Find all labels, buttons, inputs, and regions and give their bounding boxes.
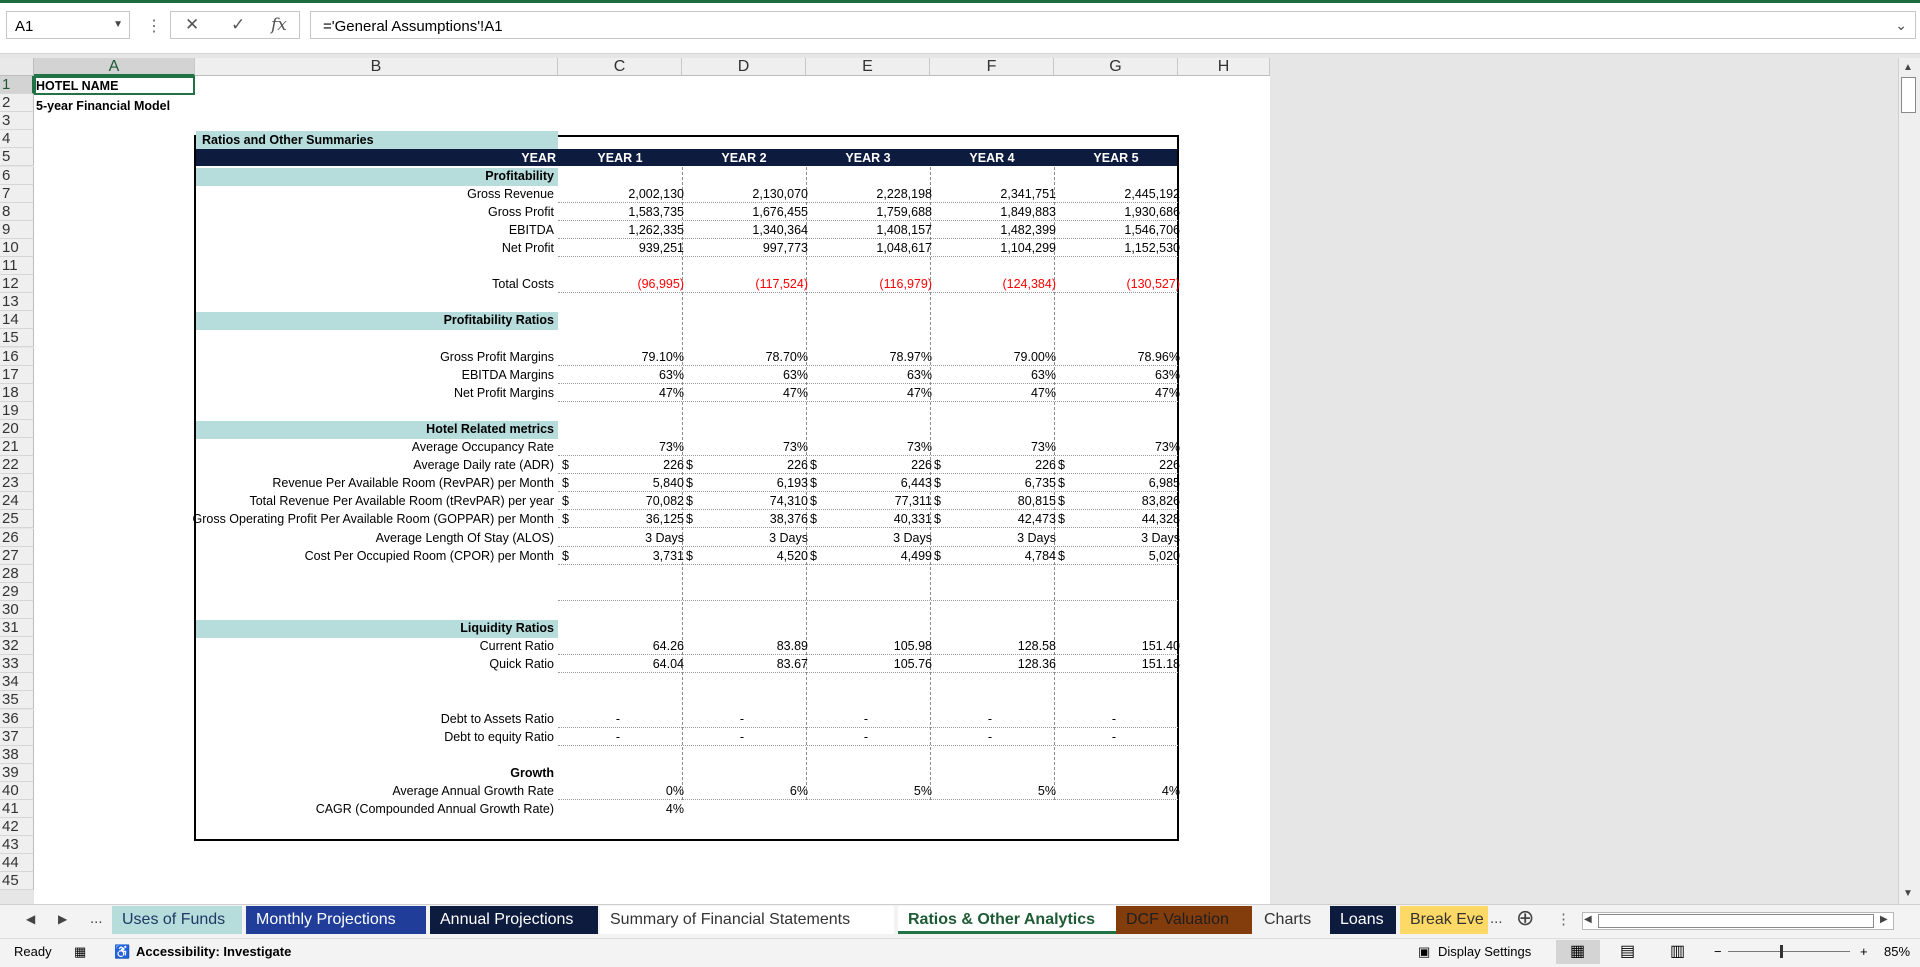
- value-cell: 79.00%: [1013, 349, 1056, 364]
- page-break-icon[interactable]: ▥: [1670, 943, 1686, 960]
- insert-function-icon[interactable]: fx: [271, 15, 287, 35]
- value-cell: 1,340,364: [752, 222, 808, 237]
- row-header[interactable]: 20: [0, 420, 34, 438]
- currency-symbol: $: [686, 476, 693, 491]
- value-cell: 0%: [665, 783, 684, 798]
- growth-heading: Growth: [510, 765, 554, 780]
- tab-more-right[interactable]: ...: [1490, 910, 1503, 927]
- macro-record-icon[interactable]: ▦: [74, 944, 87, 959]
- expand-formula-icon[interactable]: ⌄: [1895, 17, 1907, 33]
- value-cell: 2,228,198: [876, 186, 932, 201]
- value-cell: 64.04: [652, 657, 684, 672]
- row-label-trevpar: Total Revenue Per Available Room (tRevPAR) per year: [249, 494, 554, 509]
- value-cell: 105.76: [893, 657, 932, 672]
- value-cell: 939,251: [638, 240, 684, 255]
- row-header[interactable]: 28: [0, 565, 34, 583]
- row-separator: [558, 509, 1178, 510]
- value-cell: 5,020: [1148, 548, 1180, 563]
- currency-symbol: $: [934, 548, 941, 563]
- row-header[interactable]: 42: [0, 818, 34, 836]
- row-separator: [558, 727, 1178, 728]
- year-header-cell: YEAR 1: [597, 151, 643, 166]
- value-cell: -: [739, 711, 744, 726]
- row-label-revpar: Revenue Per Available Room (RevPAR) per Month: [272, 476, 554, 491]
- value-cell: 2,341,751: [1000, 186, 1056, 201]
- row-header[interactable]: 14: [0, 311, 34, 329]
- row-label-goppar: Gross Operating Profit Per Available Room (GOPPAR) per Month: [192, 512, 554, 527]
- value-cell: (116,979): [879, 277, 932, 292]
- tab-uses-of-funds[interactable]: Uses of Funds: [112, 906, 242, 934]
- row-separator: [558, 799, 1178, 800]
- value-cell: 1,930,686: [1124, 204, 1180, 219]
- value-cell: 63%: [782, 367, 808, 382]
- value-cell: 83.67: [776, 657, 808, 672]
- tab-options-icon[interactable]: ⋮: [1556, 911, 1571, 928]
- value-cell: 1,152,530: [1124, 240, 1180, 255]
- profitability-ratios-heading: Profitability Ratios: [443, 313, 554, 328]
- hotel-name: HOTEL NAME: [36, 79, 119, 93]
- row-header[interactable]: 45: [0, 872, 34, 890]
- row-separator: [558, 365, 1178, 366]
- value-cell: 997,773: [762, 240, 808, 255]
- value-cell: -: [1111, 729, 1116, 744]
- page-layout-icon[interactable]: ▤: [1620, 943, 1636, 960]
- row-label-ebitdam: EBITDA Margins: [461, 367, 554, 382]
- value-cell: -: [739, 729, 744, 744]
- row-header[interactable]: 13: [0, 293, 34, 311]
- value-cell: 83.89: [776, 639, 808, 654]
- row-separator: [558, 600, 1178, 601]
- row-header[interactable]: 2: [0, 94, 34, 112]
- formula-text: ='General Assumptions'!A1: [323, 18, 503, 35]
- row-header[interactable]: 33: [0, 655, 34, 673]
- value-cell: 47%: [1030, 385, 1056, 400]
- row-header[interactable]: 5: [0, 148, 34, 166]
- currency-symbol: $: [562, 512, 569, 527]
- row-label-cagr: CAGR (Compounded Annual Growth Rate): [315, 802, 554, 816]
- row-header[interactable]: 35: [0, 691, 34, 709]
- zoom-in-button[interactable]: +: [1860, 944, 1868, 959]
- value-cell: 44,328: [1141, 512, 1180, 527]
- value-cell: 3 Days: [1141, 530, 1180, 545]
- value-cell: (117,524): [755, 277, 808, 292]
- value-cell: 105.98: [893, 639, 932, 654]
- row-label-total-costs: Total Costs: [492, 277, 554, 292]
- column-header[interactable]: G: [1054, 58, 1178, 76]
- value-cell: 4%: [1161, 783, 1180, 798]
- column-header[interactable]: D: [682, 58, 806, 76]
- value-cell: 1,048,617: [876, 240, 932, 255]
- row-label-gross-profit: Gross Profit: [488, 204, 554, 219]
- table-title: Ratios and Other Summaries: [202, 133, 374, 148]
- row-separator: [558, 564, 1178, 565]
- value-cell: 4%: [665, 802, 684, 816]
- normal-view-icon: ▦: [1570, 943, 1586, 960]
- value-cell: 74,310: [769, 494, 808, 509]
- row-header[interactable]: 24: [0, 492, 34, 510]
- row-label-adr: Average Daily rate (ADR): [413, 458, 554, 473]
- value-cell: 226: [911, 458, 932, 473]
- display-settings[interactable]: Display Settings: [1438, 944, 1532, 959]
- row-header[interactable]: 16: [0, 348, 34, 366]
- currency-symbol: $: [934, 476, 941, 491]
- currency-symbol: $: [1058, 458, 1065, 473]
- row-header[interactable]: 38: [0, 746, 34, 764]
- value-cell: 6,735: [1024, 476, 1056, 491]
- value-cell: -: [863, 729, 868, 744]
- row-separator: [558, 527, 1178, 528]
- row-separator: [558, 654, 1178, 655]
- value-cell: 64.26: [652, 639, 684, 654]
- value-cell: 3 Days: [893, 530, 932, 545]
- currency-symbol: $: [934, 512, 941, 527]
- column-header[interactable]: F: [930, 58, 1054, 76]
- scroll-left-icon[interactable]: ◀: [1584, 914, 1592, 925]
- column-header[interactable]: C: [558, 58, 682, 76]
- currency-symbol: $: [562, 476, 569, 491]
- currency-symbol: $: [686, 494, 693, 509]
- value-cell: -: [615, 711, 620, 726]
- value-cell: 226: [787, 458, 808, 473]
- row-separator: [558, 473, 1178, 474]
- row-header[interactable]: 23: [0, 474, 34, 492]
- select-all-corner[interactable]: [0, 58, 34, 76]
- tab-summary-of-financial-statements[interactable]: Summary of Financial Statements: [600, 906, 894, 934]
- currency-symbol: $: [562, 548, 569, 563]
- value-cell: -: [863, 711, 868, 726]
- value-cell: 63%: [1030, 367, 1056, 382]
- row-header[interactable]: 3: [0, 112, 34, 130]
- value-cell: 226: [1035, 458, 1056, 473]
- name-box-value: A1: [15, 18, 34, 35]
- row-label-ebitda: EBITDA: [508, 222, 554, 237]
- currency-symbol: $: [810, 548, 817, 563]
- status-ready: Ready: [14, 944, 52, 959]
- horizontal-scroll-thumb[interactable]: [1598, 914, 1874, 928]
- new-sheet-icon[interactable]: ⊕: [1516, 905, 1535, 930]
- row-label-occ: Average Occupancy Rate: [411, 440, 554, 454]
- scroll-down-icon[interactable]: ▼: [1903, 888, 1913, 899]
- currency-symbol: $: [810, 458, 817, 473]
- value-cell: 40,331: [893, 512, 932, 527]
- row-header[interactable]: 1: [0, 76, 34, 94]
- row-header[interactable]: 21: [0, 438, 34, 456]
- value-cell: 1,262,335: [628, 222, 684, 237]
- formula-input[interactable]: [310, 11, 1916, 39]
- value-cell: 73%: [1154, 440, 1180, 454]
- row-label-debt-equity: Debt to equity Ratio: [444, 729, 554, 744]
- more-options-icon[interactable]: ⋮: [146, 18, 162, 35]
- tab-dcf-valuation[interactable]: DCF Valuation: [1116, 906, 1252, 934]
- currency-symbol: $: [562, 458, 569, 473]
- currency-symbol: $: [686, 512, 693, 527]
- currency-symbol: $: [810, 494, 817, 509]
- row-header[interactable]: 39: [0, 764, 34, 782]
- row-label-npm: Net Profit Margins: [453, 385, 554, 400]
- row-header[interactable]: 9: [0, 221, 34, 239]
- zoom-slider[interactable]: [1728, 951, 1850, 952]
- tab-loans[interactable]: Loans: [1330, 906, 1396, 934]
- row-header[interactable]: 26: [0, 529, 34, 547]
- value-cell: 3,731: [652, 548, 684, 563]
- column-header[interactable]: E: [806, 58, 930, 76]
- value-cell: 63%: [1154, 367, 1180, 382]
- row-label-current-ratio: Current Ratio: [479, 639, 554, 654]
- row-header[interactable]: 27: [0, 547, 34, 565]
- value-cell: 3 Days: [1017, 530, 1056, 545]
- row-header[interactable]: 34: [0, 673, 34, 691]
- row-separator: [558, 238, 1178, 239]
- value-cell: 1,759,688: [876, 204, 932, 219]
- scroll-right-icon[interactable]: ▶: [1880, 914, 1888, 925]
- value-cell: 4,784: [1024, 548, 1056, 563]
- row-header[interactable]: 7: [0, 185, 34, 203]
- value-cell: 78.97%: [889, 349, 932, 364]
- row-header[interactable]: 30: [0, 601, 34, 619]
- row-header[interactable]: 8: [0, 203, 34, 221]
- currency-symbol: $: [810, 476, 817, 491]
- row-separator: [558, 546, 1178, 547]
- row-header[interactable]: 15: [0, 329, 34, 347]
- value-cell: 83,826: [1141, 494, 1180, 509]
- value-cell: 128.58: [1017, 639, 1056, 654]
- row-header[interactable]: 37: [0, 728, 34, 746]
- value-cell: 47%: [782, 385, 808, 400]
- currency-symbol: $: [686, 458, 693, 473]
- vertical-scroll-thumb[interactable]: [1901, 77, 1916, 113]
- value-cell: 128.36: [1017, 657, 1056, 672]
- value-cell: -: [1111, 711, 1116, 726]
- row-label-aagr: Average Annual Growth Rate: [392, 783, 554, 798]
- enter-icon[interactable]: ✓: [231, 15, 246, 34]
- tab-prev-icon[interactable]: ◀: [26, 912, 36, 926]
- value-cell: 1,583,735: [628, 204, 684, 219]
- row-label-gpm: Gross Profit Margins: [440, 349, 554, 364]
- value-cell: 1,408,157: [876, 222, 932, 237]
- value-cell: 5%: [1037, 783, 1056, 798]
- tab-charts[interactable]: Charts: [1254, 906, 1326, 934]
- value-cell: 2,130,070: [752, 186, 808, 201]
- year-header-cell: YEAR 5: [1093, 151, 1139, 166]
- value-cell: 226: [663, 458, 684, 473]
- value-cell: -: [987, 729, 992, 744]
- row-header[interactable]: 19: [0, 402, 34, 420]
- value-cell: 2,445,192: [1124, 186, 1180, 201]
- row-header[interactable]: 36: [0, 710, 34, 728]
- currency-symbol: $: [562, 494, 569, 509]
- value-cell: 4,499: [900, 548, 932, 563]
- value-cell: 1,482,399: [1000, 222, 1056, 237]
- accessibility-icon[interactable]: ♿: [114, 944, 131, 959]
- column-header[interactable]: B: [195, 58, 558, 76]
- value-cell: 73%: [658, 440, 684, 454]
- tab-next-icon[interactable]: ▶: [58, 912, 68, 926]
- row-header[interactable]: 12: [0, 275, 34, 293]
- value-cell: 4,520: [776, 548, 808, 563]
- value-cell: 226: [1159, 458, 1180, 473]
- model-subtitle: 5-year Financial Model: [36, 99, 171, 113]
- row-label-debt-assets: Debt to Assets Ratio: [440, 711, 554, 726]
- row-header[interactable]: 6: [0, 167, 34, 185]
- value-cell: 38,376: [769, 512, 808, 527]
- value-cell: 73%: [906, 440, 932, 454]
- name-box[interactable]: [6, 11, 130, 39]
- tab-ratios-other-analytics[interactable]: Ratios & Other Analytics: [898, 906, 1116, 934]
- scroll-up-icon[interactable]: ▲: [1903, 62, 1913, 73]
- currency-symbol: $: [934, 494, 941, 509]
- value-cell: 70,082: [645, 494, 684, 509]
- accessibility-status[interactable]: Accessibility: Investigate: [136, 944, 292, 959]
- zoom-slider-thumb[interactable]: [1780, 945, 1783, 958]
- row-separator: [558, 292, 1178, 293]
- value-cell: (124,384): [1002, 277, 1056, 292]
- row-separator: [558, 220, 1178, 221]
- value-cell: 73%: [782, 440, 808, 454]
- value-cell: 1,104,299: [1000, 240, 1056, 255]
- row-separator: [558, 202, 1178, 203]
- formula-controls: [170, 11, 300, 39]
- value-cell: 6%: [789, 783, 808, 798]
- value-cell: 47%: [1154, 385, 1180, 400]
- row-header[interactable]: 29: [0, 583, 34, 601]
- row-separator: [558, 672, 1178, 673]
- value-cell: -: [987, 711, 992, 726]
- value-cell: -: [615, 729, 620, 744]
- row-label-quick-ratio: Quick Ratio: [489, 657, 554, 672]
- row-header[interactable]: 4: [0, 130, 34, 148]
- row-header[interactable]: 31: [0, 619, 34, 637]
- zoom-out-button[interactable]: −: [1714, 944, 1722, 959]
- row-separator: [558, 383, 1178, 384]
- year-header-cell: YEAR 4: [969, 151, 1015, 166]
- row-header[interactable]: 41: [0, 800, 34, 818]
- value-cell: 47%: [906, 385, 932, 400]
- value-cell: 80,815: [1017, 494, 1056, 509]
- currency-symbol: $: [934, 458, 941, 473]
- value-cell: (96,995): [637, 277, 684, 292]
- row-separator: [558, 455, 1178, 456]
- zoom-level[interactable]: 85%: [1884, 944, 1911, 959]
- row-header[interactable]: 10: [0, 239, 34, 257]
- currency-symbol: $: [1058, 476, 1065, 491]
- currency-symbol: $: [1058, 512, 1065, 527]
- vertical-scrollbar[interactable]: [1898, 58, 1920, 904]
- liquidity-heading: Liquidity Ratios: [460, 621, 554, 635]
- row-separator: [558, 401, 1178, 402]
- column-header[interactable]: H: [1178, 58, 1270, 76]
- row-separator: [558, 745, 1178, 746]
- cancel-icon[interactable]: ✕: [185, 15, 200, 34]
- tab-monthly-projections[interactable]: Monthly Projections: [246, 906, 426, 934]
- hotel-metrics-heading: Hotel Related metrics: [426, 421, 554, 436]
- value-cell: 2,002,130: [628, 186, 684, 201]
- row-header[interactable]: 43: [0, 836, 34, 854]
- currency-symbol: $: [810, 512, 817, 527]
- row-header[interactable]: 17: [0, 366, 34, 384]
- value-cell: 151.18: [1141, 657, 1180, 672]
- value-cell: 1,676,455: [752, 204, 808, 219]
- value-cell: 63%: [658, 367, 684, 382]
- row-header[interactable]: 25: [0, 510, 34, 528]
- row-header[interactable]: 44: [0, 854, 34, 872]
- value-cell: 79.10%: [641, 349, 684, 364]
- tab-break-eve[interactable]: Break Eve: [1400, 906, 1488, 934]
- row-header[interactable]: 22: [0, 456, 34, 474]
- name-box-dropdown-icon[interactable]: ▼: [113, 19, 123, 30]
- value-cell: 78.96%: [1137, 349, 1180, 364]
- value-cell: 151.40: [1141, 639, 1180, 654]
- value-cell: 47%: [658, 385, 684, 400]
- row-header[interactable]: 18: [0, 384, 34, 402]
- row-header[interactable]: 11: [0, 257, 34, 275]
- year-header-cell: YEAR 2: [721, 151, 767, 166]
- value-cell: 1,849,883: [1000, 204, 1056, 219]
- row-separator: [558, 491, 1178, 492]
- row-label-gross-revenue: Gross Revenue: [467, 186, 554, 201]
- row-header[interactable]: 40: [0, 782, 34, 800]
- value-cell: 63%: [906, 367, 932, 382]
- value-cell: 6,193: [776, 476, 808, 491]
- currency-symbol: $: [1058, 494, 1065, 509]
- value-cell: 6,985: [1148, 476, 1180, 491]
- display-settings-icon[interactable]: ▣: [1418, 944, 1431, 959]
- currency-symbol: $: [1058, 548, 1065, 563]
- value-cell: 42,473: [1017, 512, 1056, 527]
- tab-annual-projections[interactable]: Annual Projections: [430, 906, 598, 934]
- tab-more-left[interactable]: ...: [90, 910, 103, 927]
- row-label-alos: Average Length Of Stay (ALOS): [375, 530, 554, 545]
- row-label-cpor: Cost Per Occupied Room (CPOR) per Month: [304, 548, 554, 563]
- profitability-heading: Profitability: [485, 168, 554, 183]
- value-cell: (130,527): [1126, 277, 1180, 292]
- value-cell: 3 Days: [769, 530, 808, 545]
- value-cell: 36,125: [645, 512, 684, 527]
- value-cell: 78.70%: [765, 349, 808, 364]
- value-cell: 1,546,706: [1124, 222, 1180, 237]
- row-header[interactable]: 32: [0, 637, 34, 655]
- value-cell: 5%: [913, 783, 932, 798]
- year-label: YEAR: [521, 151, 556, 166]
- value-cell: 73%: [1030, 440, 1056, 454]
- row-separator: [558, 256, 1178, 257]
- currency-symbol: $: [686, 548, 693, 563]
- column-header[interactable]: A: [34, 58, 195, 76]
- row-label-net-profit: Net Profit: [501, 240, 554, 255]
- value-cell: 5,840: [652, 476, 684, 491]
- value-cell: 3 Days: [645, 530, 684, 545]
- value-cell: 77,311: [894, 494, 932, 509]
- value-cell: 6,443: [900, 476, 932, 491]
- year-header-cell: YEAR 3: [845, 151, 891, 166]
